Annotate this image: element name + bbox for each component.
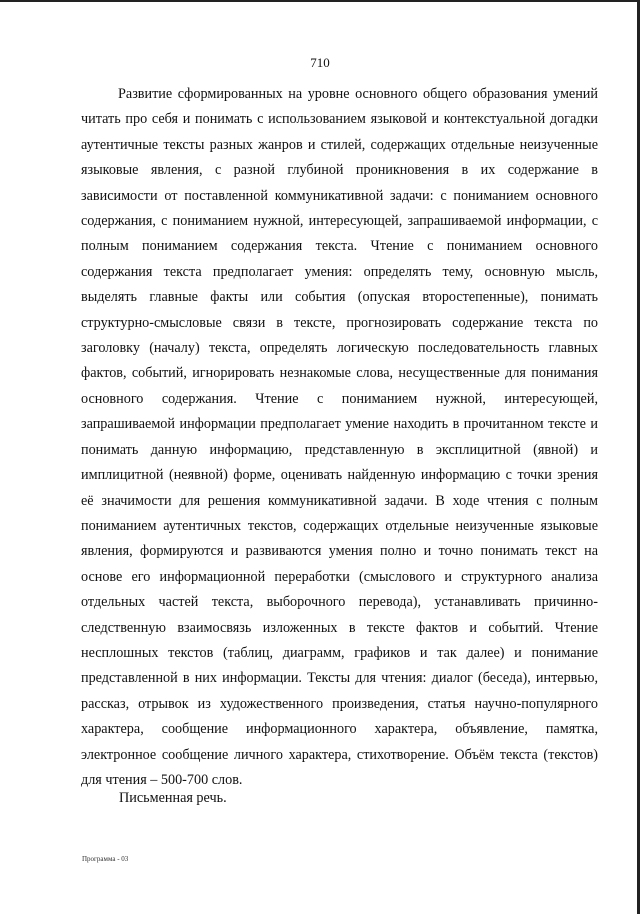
scan-top-border [0,0,640,2]
body-paragraph: Развитие сформированных на уровне основного общего образования умений читать про себя и понимать с использованием языковой и контекстуальной догадки аутентичные тексты разных жанров и стилей, содержащих отдельные неизученные языковые явления, с разной глубиной проникновения в их содержание в зависимости от поставленной коммуникативной задачи: с пониманием основного содержания, с пониманием нужной, интересующей, запрашиваемой информации, с полным пониманием содержания текста. Чтение с пониманием основного содержания текста предполагает умения: определять тему, основную мысль, выделять главные факты или события (опуская второстепенные), понимать структурно-смысловые связи в тексте, прогнозировать содержание текста по заголовку (началу) текста, определять логическую последовательность главных фактов, событий, игнорировать незнакомые слова, несущественные для понимания основного содержания. Чтение с пониманием нужной, интересующей, запрашиваемой информации предполагает умение находить в прочитанном тексте и понимать данную информацию, представленную в эксплицитной (явной) и имплицитной (неявной) форме, оценивать найденную информацию с точки зрения её значимости для решения коммуникативной задачи. В ходе чтения с полным пониманием аутентичных текстов, содержащих отдельные неизученные языковые явления, формируются и развиваются умения полно и точно понимать текст на основе его информационной переработки (смыслового и структурного анализа отдельных частей текста, выборочного перевода), устанавливать причинно-следственную взаимосвязь изложенных в тексте фактов и событий. Чтение несплошных текстов (таблиц, диаграмм, графиков и так далее) и понимание представленной в них информации. Тексты для чтения: диалог (беседа), интервью, рассказ, отрывок из художественного произведения, статья научно-популярного характера, сообщение информационного характера, объявление, памятка, электронное сообщение личного характера, стихотворение. Объём текста (текстов) для чтения – 500-700 слов. [81,86,598,788]
page-footer: Программа - 03 [82,855,129,863]
section-subheading: Письменная речь. [119,790,227,806]
page-number: 710 [310,55,330,70]
